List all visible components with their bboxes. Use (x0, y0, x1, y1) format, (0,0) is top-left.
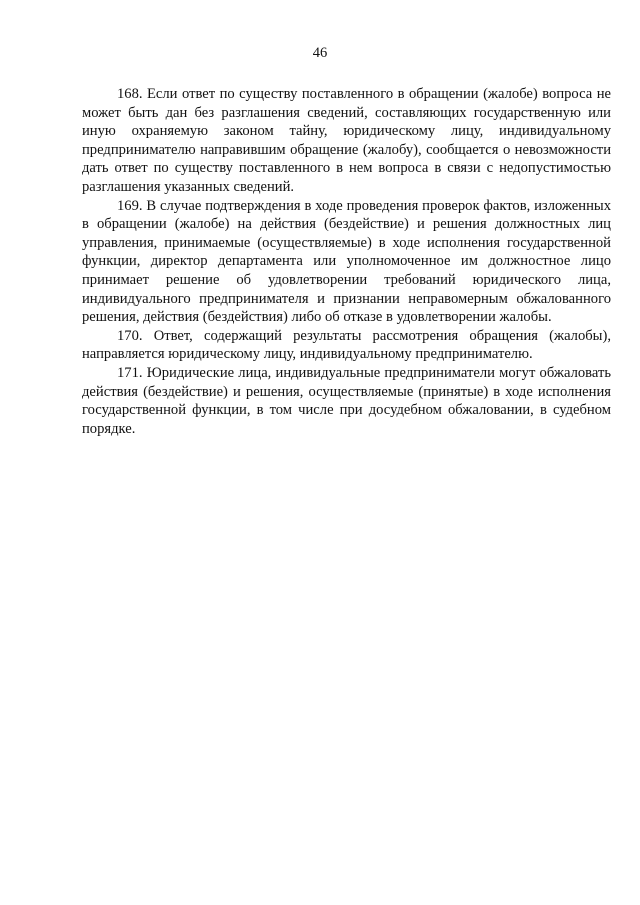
paragraph-168: 168. Если ответ по существу поставленного в обращении (жалобе) вопроса не может быть дан без разглашения сведений, составляющих государственную или иную охраняемую законом тайну, юридическому лицу, индивидуальному предпринимателю направившим обращение (жалобу), сообщается о невозможности дать ответ по существу поставленного в нем вопроса в связи с недопустимостью разглашения указанных сведений. (82, 86, 611, 195)
paragraph-169: 169. В случае подтверждения в ходе проведения проверок фактов, изложенных в обращении (жалобе) на действия (бездействие) и решения должностных лиц управления, принимаемые (осуществляемые) в ходе исполнения государственной функции, директор департамента или уполномоченное им должностное лицо принимает решение об удовлетворении требований юридического лица, индивидуального предпринимателя и признании неправомерным обжалованного решения, действия (бездействия) либо об отказе в удовлетворении жалобы. (82, 197, 611, 326)
document-body (82, 85, 611, 438)
paragraph-170: 170. Ответ, содержащий результаты рассмотрения обращения (жалобы), направляется юридическому лицу, индивидуальному предпринимателю. (82, 327, 611, 363)
page-number: 46 (312, 45, 328, 61)
paragraph-171: 171. Юридические лица, индивидуальные предприниматели могут обжаловать действия (бездействие) и решения, осуществляемые (принятые) в ходе исполнения государственной функции, в том числе при досудебном обжаловании, в судебном порядке. (82, 364, 611, 437)
